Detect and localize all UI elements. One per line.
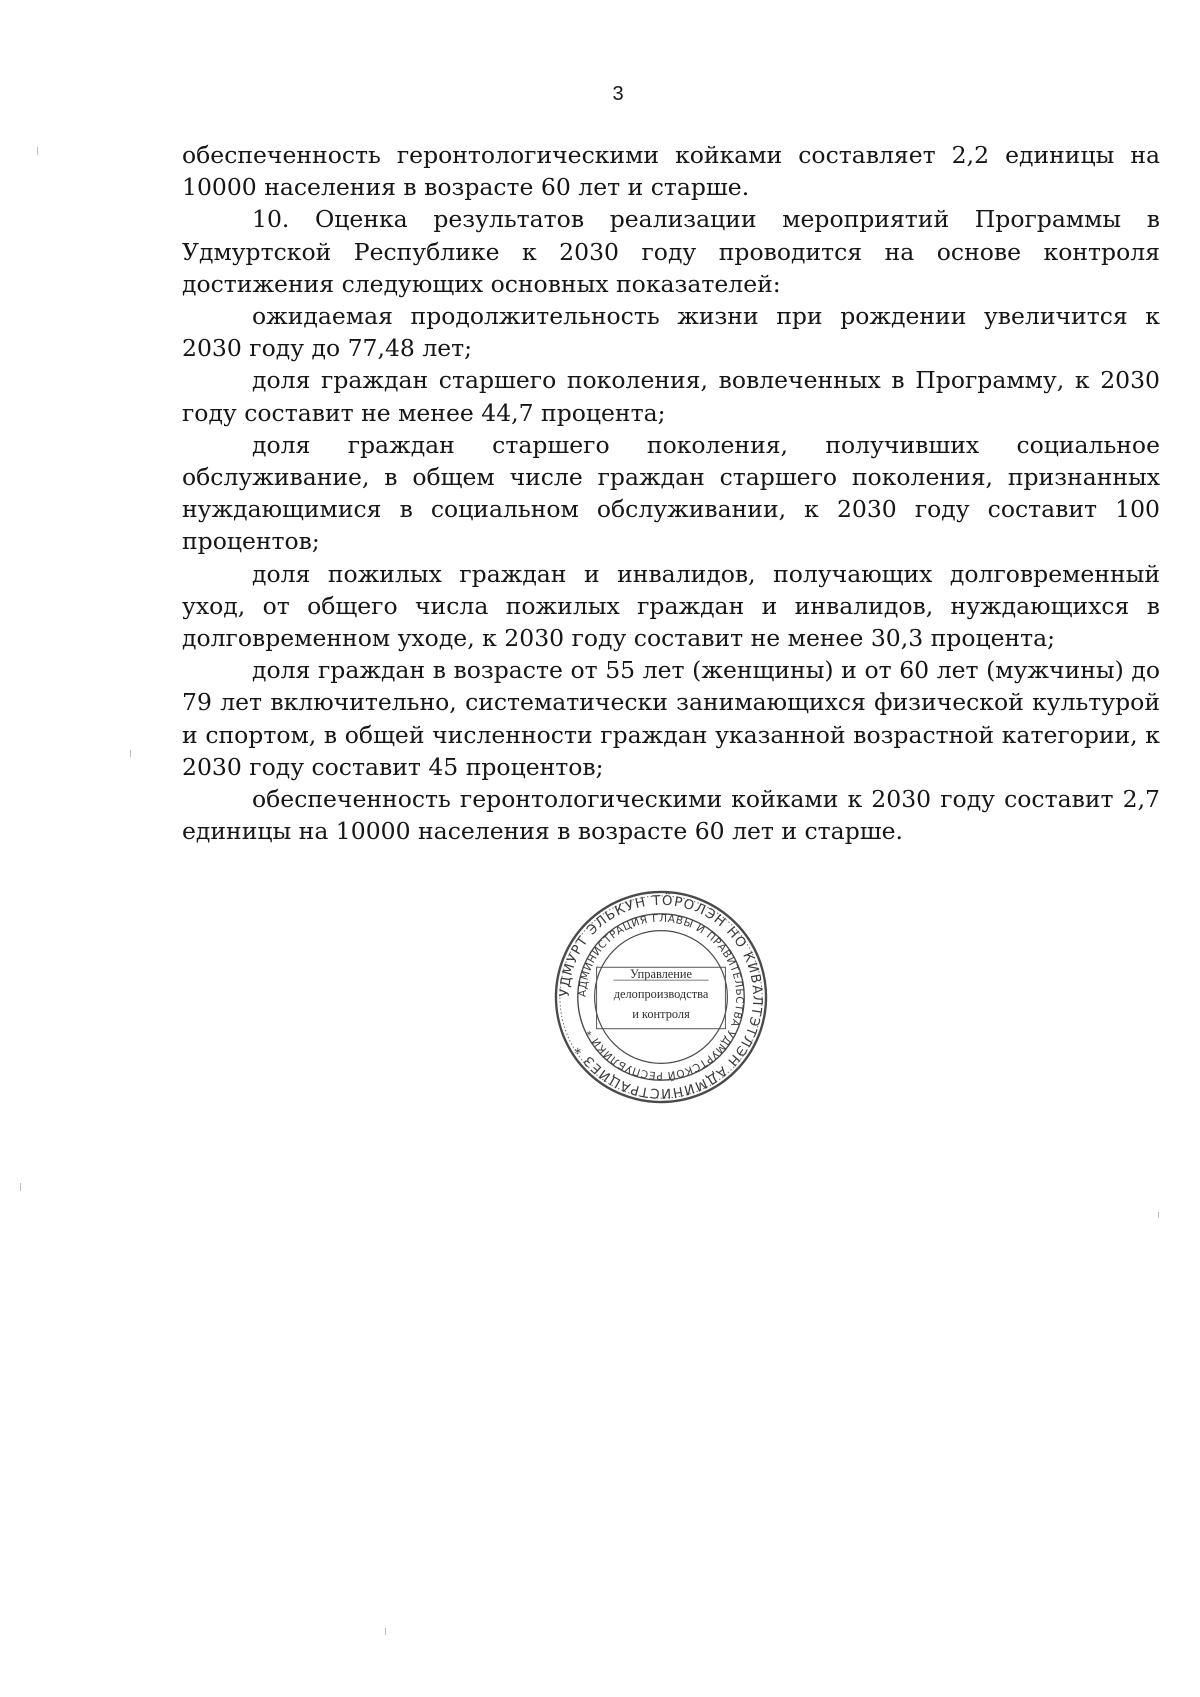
scan-artifact — [1158, 1212, 1159, 1218]
official-seal — [552, 888, 770, 1106]
seal-center-line-3: и контроля — [632, 1006, 690, 1021]
seal-outer-text: УДМУРТ ЭЛЬКУН ТӦРОЛЭН НО КИВАЛТЭТЛЭН АДМИНИСТРАЦИЕЗ * — [557, 893, 765, 1101]
document-body — [182, 139, 1160, 847]
scan-artifact — [37, 147, 38, 155]
paragraph: обеспеченность геронтологическими койками к 2030 году составит 2,7 единицы на 10000 населения в возрасте 60 лет и старше. — [182, 785, 1160, 846]
paragraph: доля граждан старшего поколения, вовлеченных в Программу, к 2030 году составит не менее 44,7 процента; — [182, 366, 1160, 427]
paragraph: обеспеченность геронтологическими койками составляет 2,2 единицы на 10000 населения в возрасте 60 лет и старше. — [182, 141, 1160, 202]
seal-graphic — [552, 888, 770, 1106]
paragraph: 10. Оценка результатов реализации мероприятий Программы в Удмуртской Республике к 2030 году проводится на основе контроля достижения следующих основных показателей: — [182, 205, 1160, 298]
scan-artifact — [385, 1628, 386, 1635]
paragraph: доля граждан в возрасте от 55 лет (женщины) и от 60 лет (мужчины) до 79 лет включительно, систематически занимающихся физической культурой и спортом, в общей численности граждан указанной возрастной категории, к 2030 году составит 45 процентов; — [182, 656, 1160, 781]
seal-inner-text: АДМИНИСТРАЦИЯ ГЛАВЫ И ПРАВИТЕЛЬСТВА УДМУРТСКОЙ РЕСПУБЛИКИ * — [576, 912, 746, 1082]
paragraph: доля пожилых граждан и инвалидов, получающих долговременный уход, от общего числа пожилых граждан и инвалидов, нуждающихся в долговременном уходе, к 2030 году составит не менее 30,3 процента; — [182, 559, 1160, 653]
paragraph: доля граждан старшего поколения, получивших социальное обслуживание, в общем числе граждан старшего поколения, признанных нуждающимися в социальном обслуживании, к 2030 году составит 100 процентов; — [182, 430, 1160, 556]
seal-center-line-2: делопроизводства — [613, 986, 709, 1001]
paragraph: ожидаемая продолжительность жизни при рождении увеличится к 2030 году до 77,48 лет; — [182, 302, 1160, 363]
scan-artifact — [20, 1183, 21, 1191]
seal-center-line-1: Управление — [629, 967, 693, 982]
page-number: 3 — [612, 83, 624, 105]
scan-artifact — [130, 750, 131, 757]
